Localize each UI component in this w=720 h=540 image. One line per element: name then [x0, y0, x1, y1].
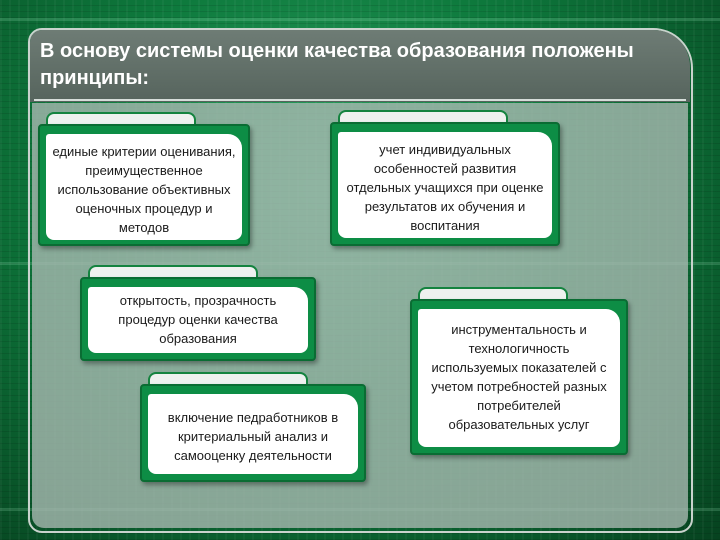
principle-card-objective-criteria [38, 112, 250, 246]
principle-text: инструментальность и технологичность используемых показателей с учетом потребностей разных потребителей образовательных услуг [431, 322, 607, 432]
principle-card-individual-features [330, 110, 560, 246]
principle-text: включение педработников в критериальный анализ и самооценку деятельности [167, 410, 339, 463]
principle-text: открытость, прозрачность процедур оценки качества образования [118, 293, 278, 346]
principle-card-instrumentality [410, 287, 628, 455]
background-scanline [0, 18, 720, 21]
title-divider [34, 99, 686, 101]
principle-text: единые критерии оценивания, преимущественное использование объективных оценочных процедур и методов [52, 144, 236, 235]
principle-text: учет индивидуальных особенностей развития отдельных учащихся при оценке результатов их обучения и воспитания [346, 142, 544, 233]
slide-title: В основу системы оценки качества образования положены принципы: [40, 40, 634, 89]
principle-card-transparency [80, 265, 316, 361]
principle-card-self-assessment [140, 372, 366, 482]
